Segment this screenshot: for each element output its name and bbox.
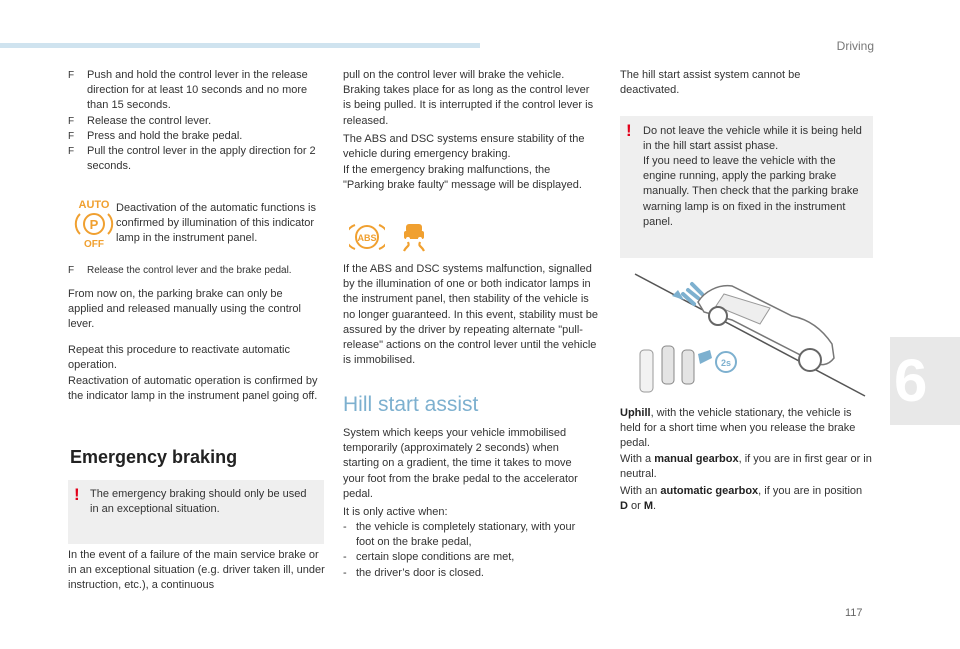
reactivate-paragraph: Repeat this procedure to reactivate automatic operation. xyxy=(68,344,290,372)
manual-only-paragraph: From now on, the parking brake can only be applied and released manually using the control lever. xyxy=(68,288,301,331)
gear-d: D xyxy=(620,500,628,513)
svg-text:AUTO: AUTO xyxy=(78,199,110,211)
svg-text:ABS: ABS xyxy=(357,233,377,243)
svg-text:2s: 2s xyxy=(720,358,732,368)
brake-pull-paragraph: pull on the control lever will brake the vehicle. Braking takes place for as long as the control lever is being pulled. It is interrupted if the control lever is released. xyxy=(343,69,594,127)
warning-icon: ! xyxy=(626,121,632,140)
malfunction-paragraph: If the emergency braking malfunctions, the "Parking brake faulty" message will be displayed. xyxy=(343,164,582,192)
svg-text:OFF: OFF xyxy=(84,239,104,249)
automatic-gearbox-paragraph xyxy=(620,484,872,514)
gear-m: M xyxy=(643,500,654,513)
abs-malfunction-paragraph: If the ABS and DSC systems malfunction, signalled by the illumination of one or both indicator lamps in the instrument panel, then stability of the vehicle is no longer guaranteed. In this event, stability must be assured by the driver by repeating alternate "pull-release" actions on the control lever until the vehicle is immobilised. xyxy=(343,263,598,367)
uphill-paragraph xyxy=(620,406,872,452)
manual-prefix: With a xyxy=(620,453,655,465)
step-item: F Release the control lever and the brake pedal. xyxy=(68,263,330,278)
active-conditions-intro: It is only active when: xyxy=(343,506,448,518)
step-item: F Push and hold the control lever in the release direction for at least 10 seconds and no more than 15 seconds. xyxy=(68,68,326,114)
active-conditions-list xyxy=(343,520,588,581)
or-text: or xyxy=(627,500,644,513)
period: . xyxy=(653,500,657,513)
step-item: F Release the control lever. xyxy=(68,114,326,129)
auto-deactivation-note: Deactivation of the automatic functions is confirmed by illumination of this indicator lamp in the instrument panel. xyxy=(116,202,316,245)
manual-text: , if you are in first gear or in neutral. xyxy=(620,453,872,481)
list-item: - the driver’s door is closed. xyxy=(343,566,588,581)
hill-start-heading: Hill start assist xyxy=(343,393,479,416)
auto-off-parking-icon xyxy=(72,197,116,249)
uphill-label: Uphill xyxy=(620,407,651,419)
page-number: 117 xyxy=(845,607,863,619)
dsc-skid-icon xyxy=(398,221,430,253)
hill-warning-box xyxy=(620,116,873,258)
emergency-intro-paragraph: In the event of a failure of the main service brake or in an exceptional situation (e.g. driver taken ill, under instruction, etc.), a continuous xyxy=(68,549,325,592)
chapter-number: 6 xyxy=(894,347,928,414)
manual-gearbox-paragraph xyxy=(620,452,872,482)
list-item: - certain slope conditions are met, xyxy=(343,550,588,565)
hill-warning-text-1: Do not leave the vehicle while it is being held in the hill start assist phase. xyxy=(643,125,862,153)
warning-icon: ! xyxy=(74,485,80,504)
abs-warning-icon xyxy=(349,221,385,253)
release-step xyxy=(68,263,330,278)
hill-start-description: System which keeps your vehicle immobilised temporarily (approximately 2 seconds) when starting on a gradient, the time it takes to move your foot from the brake pedal to the accelerator pedal. xyxy=(343,427,578,500)
svg-text:P: P xyxy=(89,217,99,232)
emergency-warning-text: The emergency braking should only be used in an exceptional situation. xyxy=(90,488,307,516)
hill-start-illustration xyxy=(620,262,873,402)
abs-dsc-paragraph: The ABS and DSC systems ensure stability of the vehicle during emergency braking. xyxy=(343,133,585,161)
uphill-text: , with the vehicle stationary, the vehicle is held for a short time when you release the brake pedal. xyxy=(620,407,856,450)
section-title: Driving xyxy=(836,39,874,53)
header-accent-bar xyxy=(0,43,480,48)
step-item: F Pull the control lever in the apply direction for 2 seconds. xyxy=(68,144,326,174)
step-item: F Press and hold the brake pedal. xyxy=(68,129,326,144)
automatic-gearbox-label: automatic gearbox xyxy=(660,485,759,497)
procedure-steps xyxy=(68,68,326,174)
hill-warning-text-2: If you need to leave the vehicle with the engine running, apply the parking brake manually. Then check that the parking brake warning lamp is on fixed in the instrument panel. xyxy=(643,155,859,228)
list-item: - the vehicle is completely stationary, with your foot on the brake pedal, xyxy=(343,520,588,550)
emergency-warning-box xyxy=(68,480,324,544)
emergency-braking-heading: Emergency braking xyxy=(70,447,238,467)
reactivation-confirm-paragraph: Reactivation of automatic operation is confirmed by the indicator lamp in the instrument panel going off. xyxy=(68,375,318,403)
cannot-deactivate-paragraph: The hill start assist system cannot be deactivated. xyxy=(620,69,801,97)
manual-gearbox-label: manual gearbox xyxy=(654,453,739,465)
auto-prefix: With an xyxy=(620,485,661,497)
auto-text: , if you are in position xyxy=(758,485,863,497)
chapter-tab xyxy=(890,337,960,425)
